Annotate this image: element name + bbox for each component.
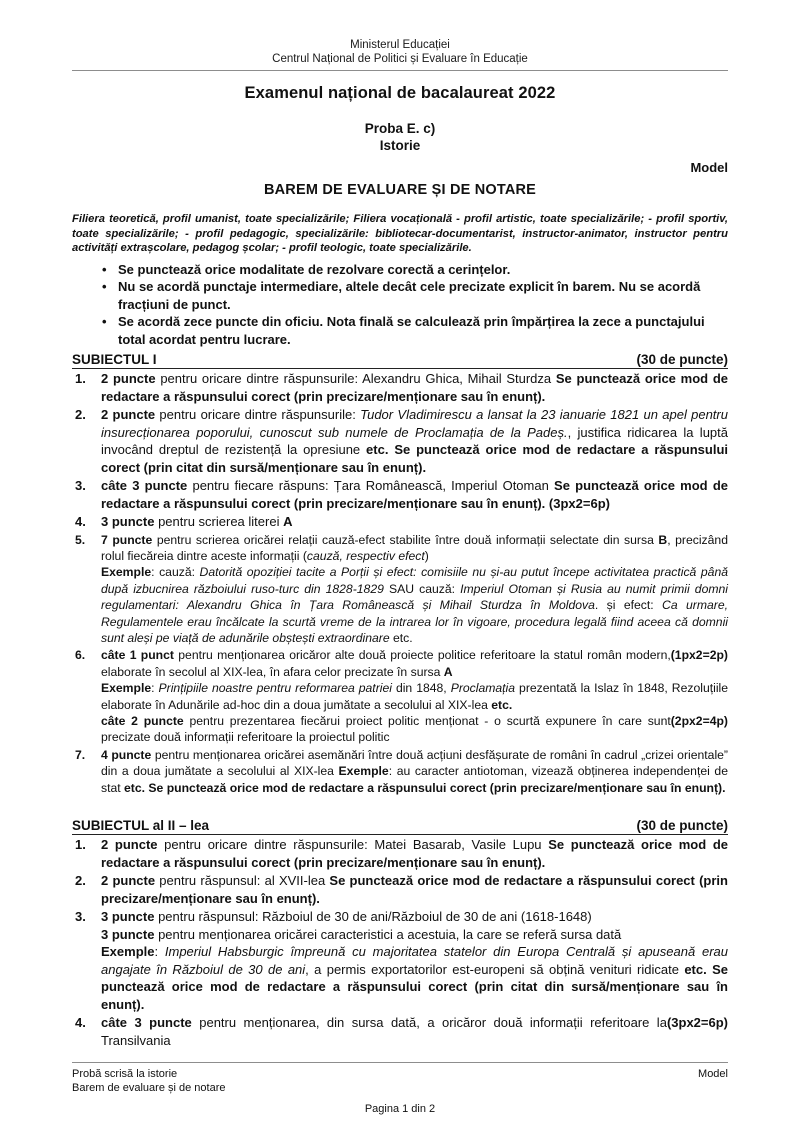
item-text: SAU cauză:: [388, 581, 461, 596]
item-emphasis: cauză, respectiv efect: [306, 548, 425, 563]
item-example: [101, 564, 728, 646]
list-item: [72, 406, 728, 476]
source-letter: A: [443, 664, 453, 679]
item-text: pentru scrierea literei: [154, 514, 284, 529]
list-item: [72, 872, 728, 907]
item-body: [101, 513, 728, 531]
ministry-line-1: Ministerul Educației: [350, 39, 450, 51]
item-number: 5.: [75, 532, 86, 547]
item-text: pentru răspunsul: Războiul de 30 de ani/Războiul de 30 de ani (1618-1648): [154, 909, 592, 924]
item-points: 3 puncte: [101, 909, 155, 924]
item-number: 6.: [75, 648, 86, 663]
item-points-right: (1px2=2p): [670, 648, 728, 663]
item-points-right: (2px2=4p): [670, 713, 728, 728]
item-example: [101, 680, 728, 713]
item-text: : au caracter antiotoman, vizează obținerea independenței de stat: [101, 764, 728, 795]
item-points: 2 puncte: [101, 371, 156, 386]
general-rules-list: [72, 261, 728, 349]
item-quote: Datorită opoziției tacite a Porții și efect: comisiile nu și-au putut începe activitatea practică până după izbucnirea războiului ruso-turc din 1828-1829: [101, 565, 728, 596]
item-text: prezentată la Islaz în 1848, Rezoluțiile elaborate în Adunările ad-hoc din a doua jumătate a secolului al XIX-lea: [101, 681, 729, 712]
footer-exam-label: Probă scrisă la istorie: [72, 1068, 178, 1080]
item-body: [101, 872, 728, 907]
footer-left-block: [72, 1067, 225, 1095]
item-number: 3.: [75, 909, 86, 924]
answers-list-subiect-1: [72, 370, 728, 796]
item-points: câte 1 punct: [101, 648, 174, 663]
ministry-header: [72, 0, 728, 66]
barem-title: BAREM DE EVALUARE ȘI DE NOTARE: [263, 182, 537, 198]
example-label: Exemple: [101, 681, 152, 696]
item-text: :: [154, 944, 165, 959]
item-points: câte 3 puncte: [101, 1015, 192, 1030]
example-label: Exemple: [101, 944, 155, 959]
item-text: , a permis exportatorilor est-europeni să obțină venituri ridicate: [305, 961, 685, 977]
item-number: 1.: [75, 837, 86, 852]
ministry-line-2: Centrul Național de Politici și Evaluare în Educație: [272, 53, 528, 65]
item-text: , justifica ridicarea la luptă invocând dreptul de rezistență la opresiune: [101, 424, 728, 457]
item-body-2: [101, 926, 728, 944]
item-text: pentru răspunsul: al XVII-lea: [155, 873, 330, 888]
item-text-bold: Se punctează orice mod de redactare a răspunsului corect (prin precizare/menționare sau în enunț).: [101, 478, 728, 511]
item-text: pentru fiecare răspuns: Țara Românească, Imperiul Otoman: [187, 478, 555, 493]
item-text: pentru menționarea oricărei caracteristici a acestuia, la care se referă sursa dată: [154, 926, 622, 942]
item-points: 2 puncte: [101, 873, 156, 888]
item-body: [101, 1014, 728, 1049]
item-body: [101, 370, 728, 405]
item-body: [101, 647, 728, 680]
item-quote: Imperiul Otoman și Rusia au numit primii domni regulamentari: Alexandru Ghica în Țara Românească și Mihail Sturdza în Moldova: [101, 581, 728, 613]
item-text: din 1848,: [391, 681, 451, 696]
item-text-bold: etc.: [491, 697, 513, 712]
item-text: pentru menționarea oricărei asemănări între două acțiuni desfășurate de români în cadrul „crizei orientale” din a doua jumătate a secolului al XIX-lea: [101, 747, 728, 779]
bullet-icon: •: [102, 279, 107, 294]
section-title: SUBIECTUL al II – lea: [72, 818, 210, 833]
item-quote: Prințipiile noastre pentru reformarea patriei: [158, 681, 392, 696]
list-item: [72, 513, 728, 531]
item-points: câte 2 puncte: [101, 713, 184, 728]
item-number: 1.: [75, 371, 86, 386]
item-body: [101, 747, 728, 796]
item-text: : cauză:: [151, 565, 200, 580]
item-points: 3 puncte: [101, 514, 155, 529]
item-text: pentru menționarea oricăror alte două proiecte politice referitoare la statul român modern, elaborate în secolul al XIX-lea, în afara celor precizate în sursa: [101, 648, 671, 679]
item-body: [101, 406, 728, 476]
item-body: [101, 532, 728, 565]
rule-text: Se punctează orice modalitate de rezolvare corectă a cerințelor.: [118, 261, 511, 277]
source-letter: B: [658, 532, 668, 547]
list-item: [72, 836, 728, 871]
item-number: 2.: [75, 407, 86, 422]
item-points: 2 puncte: [101, 407, 156, 422]
rule-text: Nu se acordă punctaje intermediare, altele decât cele precizate explicit în barem. Nu se acordă fracțiuni de punct.: [118, 279, 701, 312]
item-text: . și efect:: [594, 598, 663, 613]
section-heading-subiect-1: [72, 352, 728, 369]
item-body: [101, 908, 728, 926]
item-points: 3 puncte: [101, 926, 155, 942]
filiera-paragraph: Filiera teoretică, profil umanist, toate specializările; Filiera vocațională - profil artistic, toate specializările; - profil sportiv, toate specializările; - profil pedagogic, specializările: bibliotecar-documentarist, instructor-animator, instructor pentru activități extrașcolare, pedagog școlar; - profil teologic, toate specializările.: [72, 213, 728, 254]
list-item: [72, 477, 728, 512]
footer-divider: [72, 1062, 728, 1063]
footer-barem-label: Barem de evaluare și de notare: [72, 1082, 226, 1094]
item-text: , precizând rolul fiecăreia dintre aceste informații (: [101, 532, 728, 563]
exam-title: Examenul național de bacalaureat 2022: [244, 84, 556, 102]
item-points: câte 3 puncte: [101, 478, 188, 493]
rule-text: Se acordă zece puncte din oficiu. Nota finală se calculează prin împărțirea la zece a punctajului total acordat pentru lucrare.: [118, 314, 705, 347]
list-item: [72, 370, 728, 405]
item-quote: Proclamația: [450, 681, 516, 696]
item-text: :: [151, 681, 159, 696]
example-label: Exemple: [338, 764, 389, 779]
item-number: 4.: [75, 1015, 86, 1030]
item-text-bold: Se punctează orice mod de redactare a răspunsului corect (prin precizare/menționare sau în enunț).: [101, 873, 728, 906]
item-number: 7.: [75, 747, 86, 762]
example-label: Exemple: [101, 565, 152, 580]
item-text-bold: etc. Se punctează orice mod de redactare a răspunsului corect (prin citat din sursă/menționare sau în enunț).: [101, 961, 728, 1012]
section-heading-subiect-2: [72, 818, 728, 835]
footer-row: [72, 1067, 728, 1095]
bullet-icon: •: [102, 314, 107, 329]
item-points: 4 puncte: [101, 747, 152, 762]
answers-list-subiect-2: [72, 836, 728, 1049]
item-quote: Imperiul Habsburgic împreună cu majoritatea statelor din Europa Centrală și apuseană erau angajate în Războiul de 30 de ani: [101, 944, 728, 977]
item-text: ): [424, 548, 429, 563]
item-points: 2 puncte: [101, 837, 158, 852]
item-text-bold: etc. Se punctează orice mod de redactare a răspunsului corect (prin precizare/menționare sau în enunț).: [124, 780, 726, 795]
list-item: [72, 278, 728, 313]
model-label-top: Model: [690, 160, 728, 175]
list-item: [72, 261, 728, 279]
list-item: [72, 1014, 728, 1049]
item-body: [101, 836, 728, 871]
list-item: [72, 908, 728, 1013]
list-item: [72, 532, 728, 647]
item-number: 2.: [75, 873, 86, 888]
item-text-bold: Se punctează orice mod de redactare a răspunsului corect (prin precizare/menționare sau în enunț).: [101, 371, 728, 404]
item-text: pentru oricare dintre răspunsurile: Matei Basarab, Vasile Lupu: [157, 837, 549, 852]
item-number: 4.: [75, 514, 86, 529]
page-footer: [72, 1062, 728, 1115]
item-text: etc.: [393, 630, 413, 645]
item-points-tail: (3px2=6p): [545, 495, 610, 511]
proba-block: [72, 120, 728, 154]
footer-model-label: Model: [698, 1068, 728, 1080]
list-item: [72, 747, 728, 796]
proba-subject: Istorie: [379, 138, 421, 153]
item-answer-letter: A: [283, 514, 293, 529]
item-body-2: [101, 713, 728, 746]
item-text: pentru oricare dintre răspunsurile:: [155, 407, 361, 422]
item-body: [101, 477, 728, 512]
bullet-icon: •: [102, 261, 107, 277]
item-text-bold: Se punctează orice mod de redactare a răspunsului corect (prin precizare/menționare sau în enunț).: [101, 837, 729, 870]
proba-code: Proba E. c): [364, 121, 436, 136]
item-number: 3.: [75, 478, 86, 493]
item-example: [101, 943, 728, 1013]
section-points: (30 de puncte): [636, 818, 728, 833]
list-item: [72, 313, 728, 348]
page-number: Pagina 1 din 2: [364, 1103, 436, 1115]
item-text: pentru menționarea, din sursa dată, a oricăror două informații referitoare la Transilvania: [101, 1015, 667, 1048]
item-points-right: (3px2=6p): [666, 1015, 728, 1030]
list-item: [72, 647, 728, 745]
item-quote: Tudor Vladimirescu a lansat la 23 ianuarie 1821 un apel pentru insurecționarea poporului, cunoscut sub numele de Proclamația de la Padeș.: [101, 407, 728, 440]
section-points: (30 de puncte): [636, 352, 728, 367]
item-text: pentru scrierea oricărei relații cauză-efect stabilite între două informații selectate din sursa: [152, 532, 659, 547]
item-text: pentru prezentarea fiecărui proiect politic menționat - o scurtă expunere în care sunt precizate două informații referitoare la proiectul politic: [101, 713, 671, 745]
header-divider: [72, 70, 728, 71]
item-quote: Ca urmare, Regulamentele erau încălcate la scurtă vreme de la intrarea lor în vigoare, procedura legală fiind aceea că domnii sunt aleși pe viață de adunările obștești extraordinare: [101, 598, 728, 645]
item-points: 7 puncte: [101, 532, 153, 547]
item-text-bold: etc. Se punctează orice mod de redactare a răspunsului corect (prin citat din sursă/menționare sau în enunț).: [101, 442, 728, 475]
section-title: SUBIECTUL I: [72, 352, 157, 367]
item-text: pentru oricare dintre răspunsurile: Alexandru Ghica, Mihail Sturdza: [155, 371, 556, 386]
